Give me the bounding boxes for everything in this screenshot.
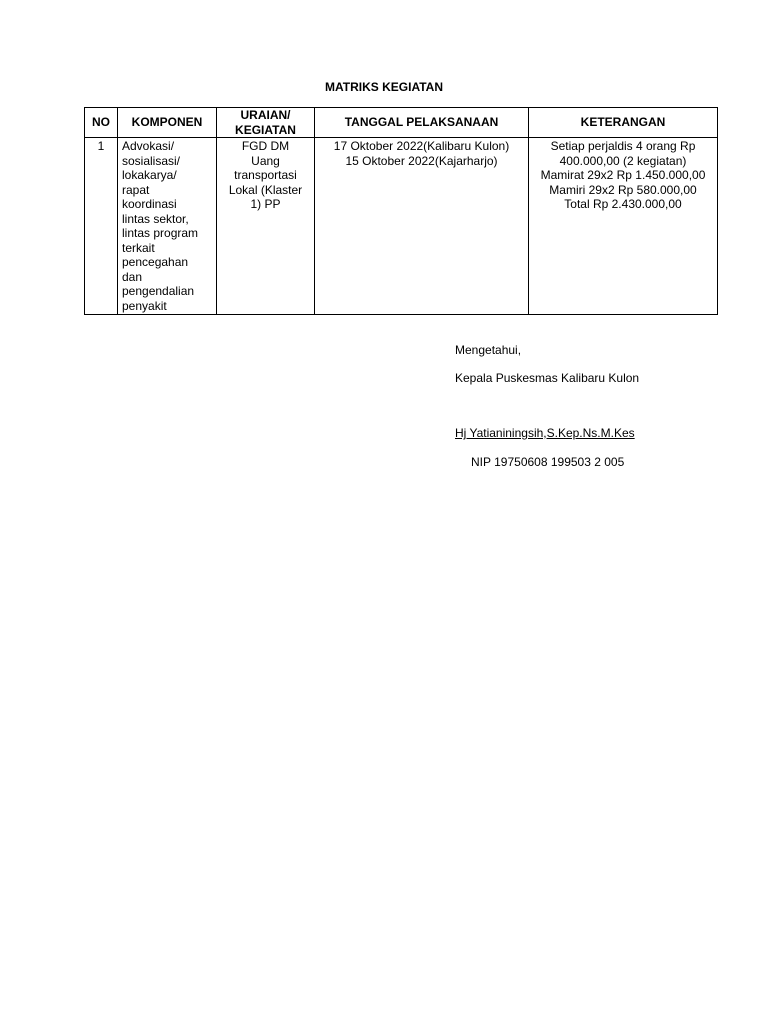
komponen-line: lokakarya/	[122, 168, 177, 182]
komponen-line: lintas sektor,	[122, 211, 189, 226]
header-uraian-line-1: URAIAN/	[240, 108, 291, 122]
keterangan-line: Mamiri 29x2 Rp 580.000,00	[549, 182, 697, 197]
cell-tanggal	[315, 138, 529, 315]
header-no: NO	[85, 108, 118, 138]
tanggal-line: 15 Oktober 2022(Kajarharjo)	[345, 153, 498, 168]
keterangan-line: 400.000,00 (2 kegiatan)	[559, 153, 687, 168]
document-title: MATRIKS KEGIATAN	[325, 80, 443, 94]
header-uraian-line-2: KEGIATAN	[235, 122, 296, 137]
komponen-line: Advokasi/	[122, 139, 175, 153]
header-komponen: KOMPONEN	[118, 108, 217, 138]
keterangan-line: Total Rp 2.430.000,00	[564, 197, 682, 211]
header-uraian	[217, 108, 315, 138]
uraian-line: transportasi	[234, 168, 297, 182]
signature-name: Hj Yatianiningsih,S.Kep.Ns.M.Kes	[455, 426, 635, 440]
cell-no: 1	[85, 138, 118, 315]
cell-komponen	[118, 138, 217, 315]
komponen-line: pengendalian	[122, 284, 195, 298]
komponen-line: penyakit	[122, 298, 167, 313]
table-row	[85, 138, 718, 315]
cell-keterangan	[529, 138, 718, 315]
komponen-line: dan	[122, 269, 143, 284]
uraian-line: 1) PP	[250, 197, 281, 211]
keterangan-line: Mamirat 29x2 Rp 1.450.000,00	[540, 168, 706, 182]
komponen-line: terkait	[122, 240, 155, 255]
tanggal-line: 17 Oktober 2022(Kalibaru Kulon)	[333, 139, 510, 153]
komponen-line: pencegahan	[122, 255, 189, 269]
table-header-row	[85, 108, 718, 138]
activity-matrix-table	[84, 107, 718, 315]
signature-position: Kepala Puskesmas Kalibaru Kulon	[455, 371, 640, 385]
komponen-line: rapat	[122, 182, 150, 197]
signature-nip: NIP 19750608 199503 2 005	[471, 455, 625, 469]
uraian-line: Uang	[251, 153, 280, 168]
uraian-line: FGD DM	[241, 139, 290, 153]
komponen-line: sosialisasi/	[122, 153, 181, 168]
komponen-line: lintas program	[122, 226, 199, 240]
header-tanggal: TANGGAL PELAKSANAAN	[315, 108, 529, 138]
keterangan-line: Setiap perjaldis 4 orang Rp	[550, 139, 696, 153]
signature-acknowledged: Mengetahui,	[455, 343, 522, 357]
uraian-line: Lokal (Klaster	[228, 182, 303, 197]
header-keterangan: KETERANGAN	[529, 108, 718, 138]
cell-uraian	[217, 138, 315, 315]
komponen-line: koordinasi	[122, 197, 177, 211]
